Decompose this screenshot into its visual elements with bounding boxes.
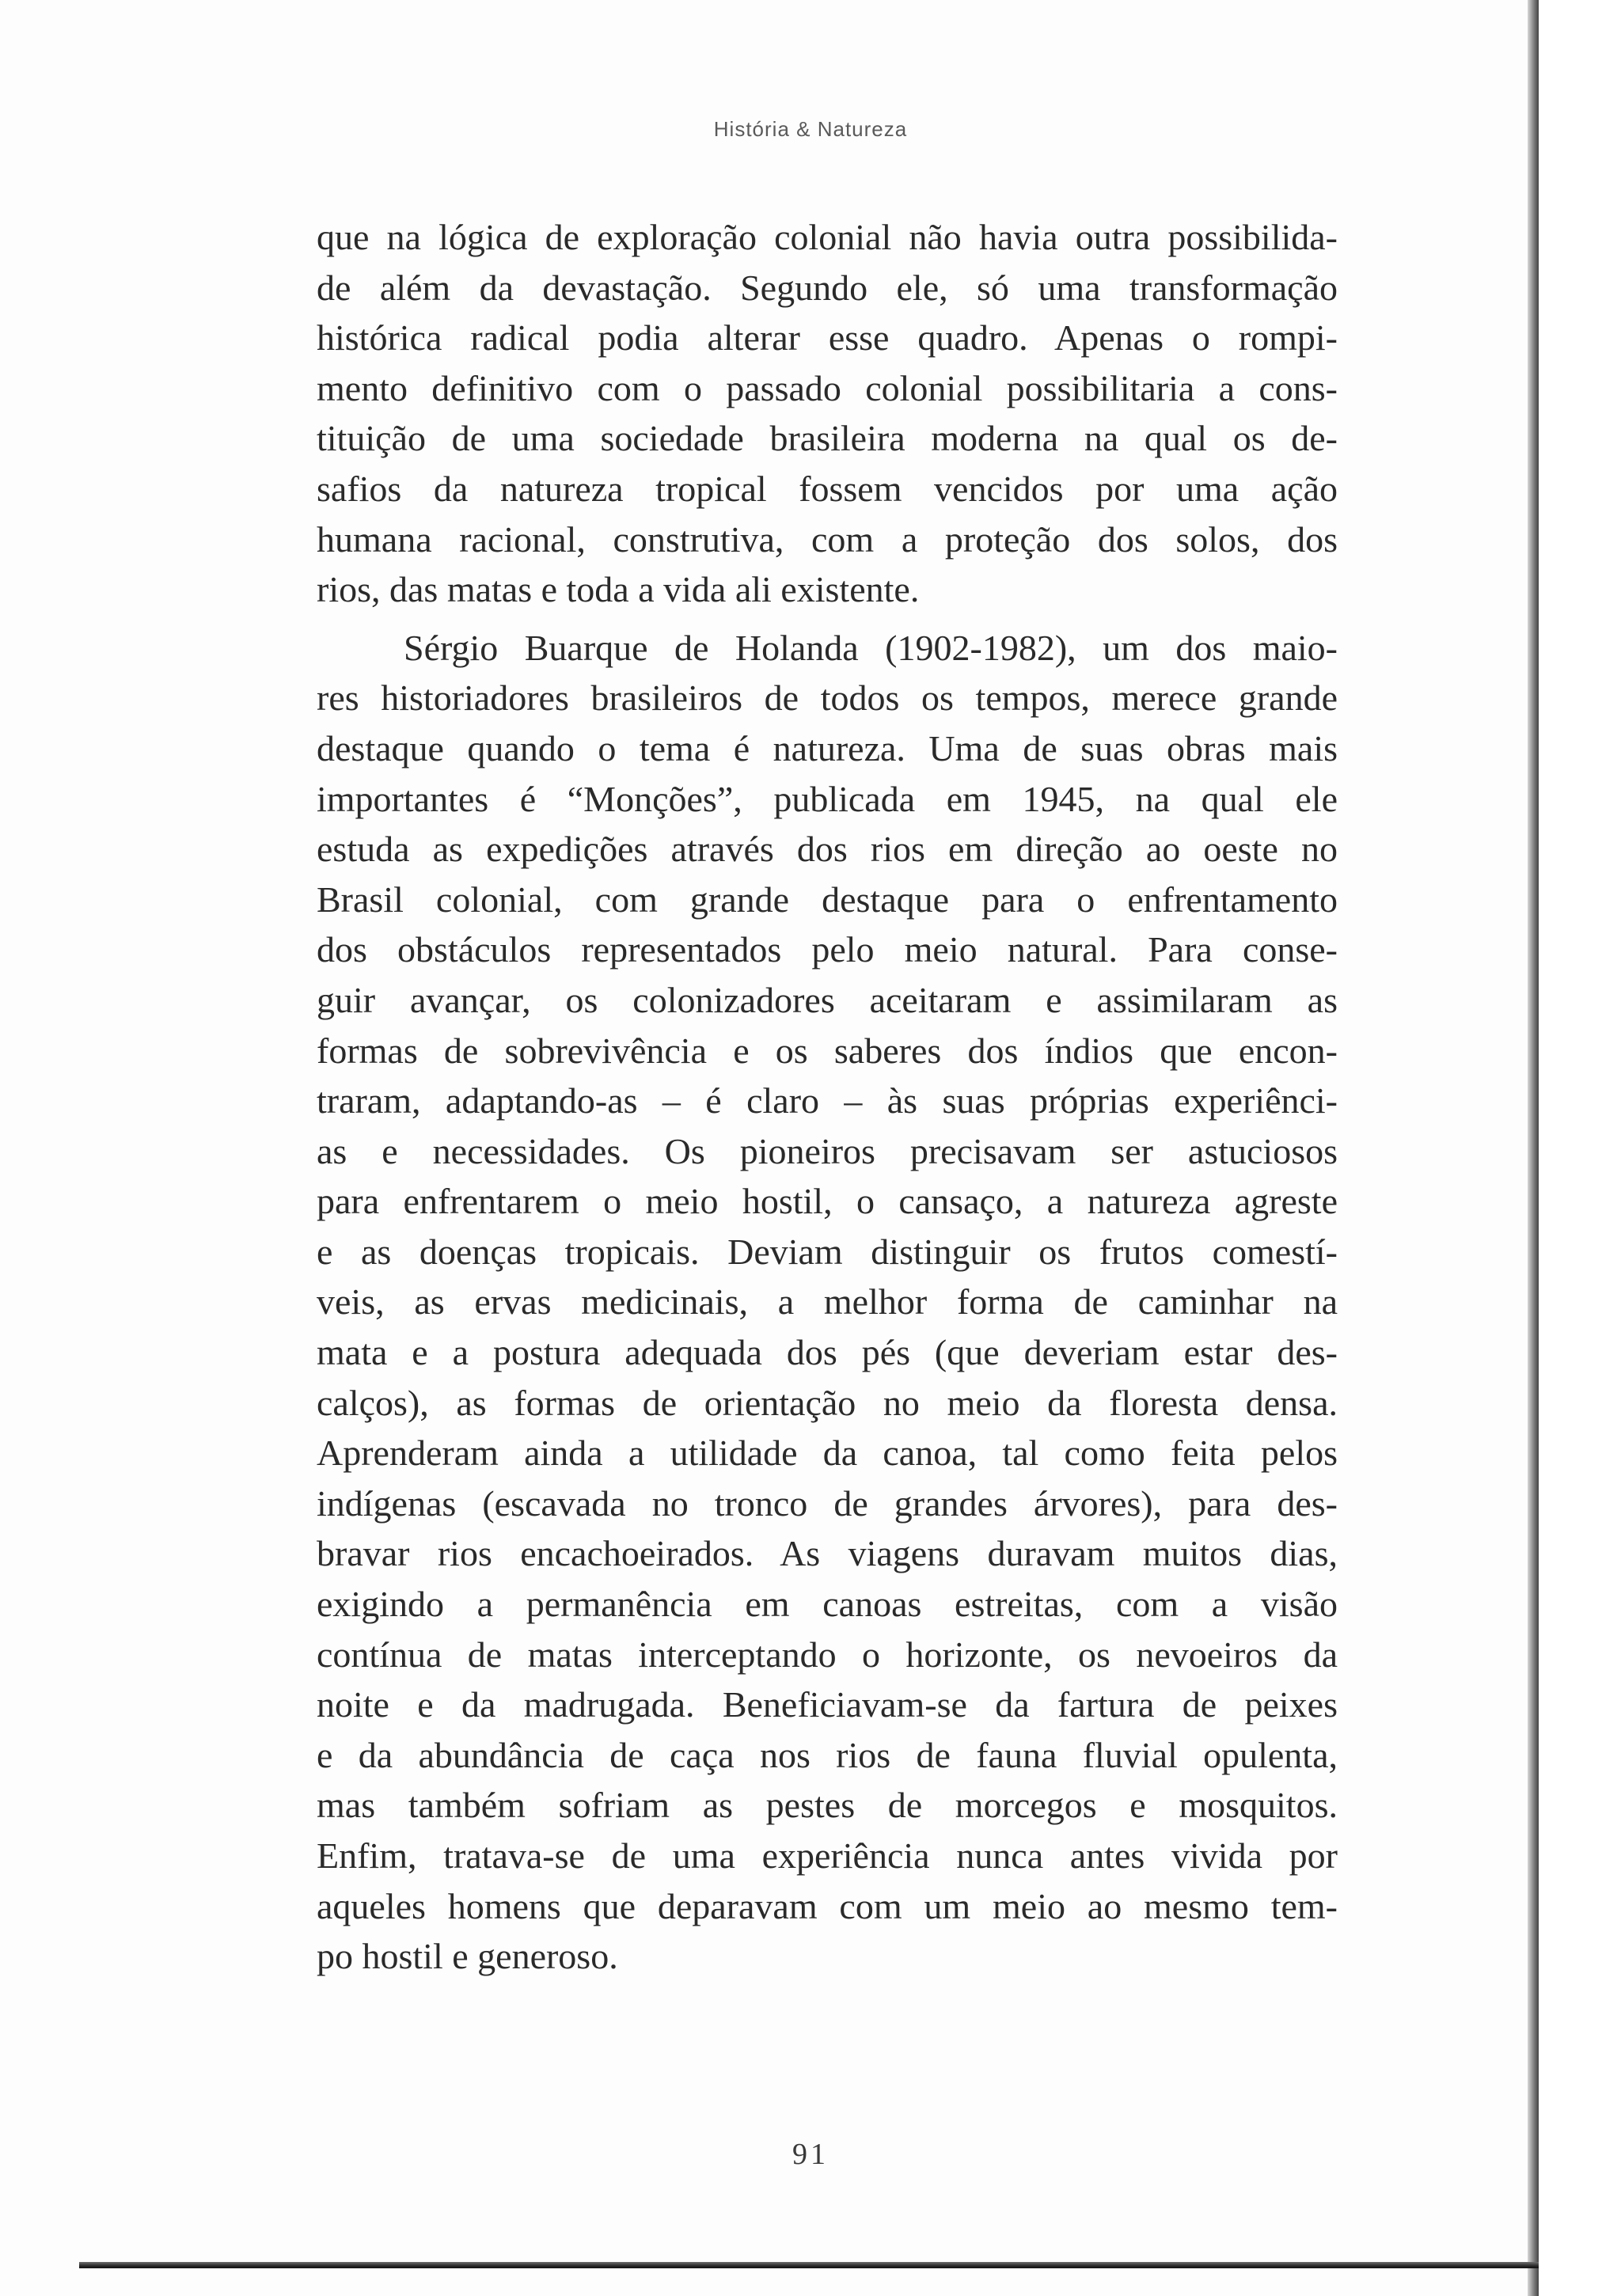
text-line: po hostil e generoso. [317,1936,618,1977]
text-line: Aprenderam ainda a utilidade da canoa, tal como feita pelos [317,1433,1338,1474]
text-line: contínua de matas interceptando o horizonte, os nevoeiros da [317,1634,1338,1675]
text-line: mento definitivo com o passado colonial possibilitaria a cons- [317,367,1338,408]
text-line: rios, das matas e toda a vida ali existente. [317,569,920,610]
scan-margin [1539,0,1621,2296]
text-line: noite e da madrugada. Beneficiavam-se da fartura de peixes [317,1684,1338,1725]
text-line: Sérgio Buarque de Holanda (1902-1982), um dos maio- [404,627,1338,668]
text-line: guir avançar, os colonizadores aceitaram e assimilaram as [317,979,1338,1020]
text-line: e as doenças tropicais. Deviam distinguir os frutos comestí- [317,1231,1338,1272]
text-line: mata e a postura adequada dos pés (que deveriam estar des- [317,1332,1338,1373]
text-line: e da abundância de caça nos rios de fauna fluvial opulenta, [317,1734,1338,1775]
text-line: res historiadores brasileiros de todos os tempos, merece grande [317,677,1338,719]
page-edge-shadow [1528,0,1539,2296]
text-line: dos obstáculos representados pelo meio natural. Para conse- [317,929,1338,970]
page-number: 91 [792,2138,829,2171]
text-line: traram, adaptando-as – é claro – às suas próprias experiênci- [317,1080,1338,1121]
text-line: bravar rios encachoeirados. As viagens duravam muitos dias, [317,1533,1338,1574]
text-line: mas também sofriam as pestes de morcegos e mosquitos. [317,1785,1338,1826]
text-line: histórica radical podia alterar esse quadro. Apenas o rompi- [317,317,1338,359]
paragraph-gap [317,615,1338,623]
text-line: de além da devastação. Segundo ele, só uma transformação [317,267,1338,308]
text-line: veis, as ervas medicinais, a melhor forma de caminhar na [317,1281,1338,1323]
text-line: formas de sobrevivência e os saberes dos índios que encon- [317,1030,1338,1071]
running-header: História & Natureza [713,117,908,141]
text-line: exigindo a permanência em canoas estreitas, com a visão [317,1584,1338,1625]
text-line: estuda as expedições através dos rios em direção ao oeste no [317,829,1338,870]
text-line: calços), as formas de orientação no meio da floresta densa. [317,1382,1338,1423]
text-line: humana racional, construtiva, com a proteção dos solos, dos [317,518,1338,560]
page-bottom-edge [79,2262,1539,2268]
text-line: safios da natureza tropical fossem vencidos por uma ação [317,468,1338,509]
text-line: aqueles homens que deparavam com um meio ao mesmo tem- [317,1885,1338,1926]
text-line: as e necessidades. Os pioneiros precisavam ser astuciosos [317,1130,1338,1171]
text-line: que na lógica de exploração colonial não havia outra possibilida- [317,217,1338,257]
text-line: destaque quando o tema é natureza. Uma de suas obras mais [317,727,1338,768]
text-line: indígenas (escavada no tronco de grandes árvores), para des- [317,1482,1338,1524]
text-line: para enfrentarem o meio hostil, o cansaço, a natureza agreste [317,1181,1338,1222]
text-line: Enfim, tratava-se de uma experiência nunca antes vivida por [317,1835,1338,1876]
text-line: tituição de uma sociedade brasileira moderna na qual os de- [317,418,1338,459]
text-line: importantes é “Monções”, publicada em 1945, na qual ele [317,778,1338,819]
text-line: Brasil colonial, com grande destaque para o enfrentamento [317,879,1338,920]
body-text [317,212,1338,1982]
